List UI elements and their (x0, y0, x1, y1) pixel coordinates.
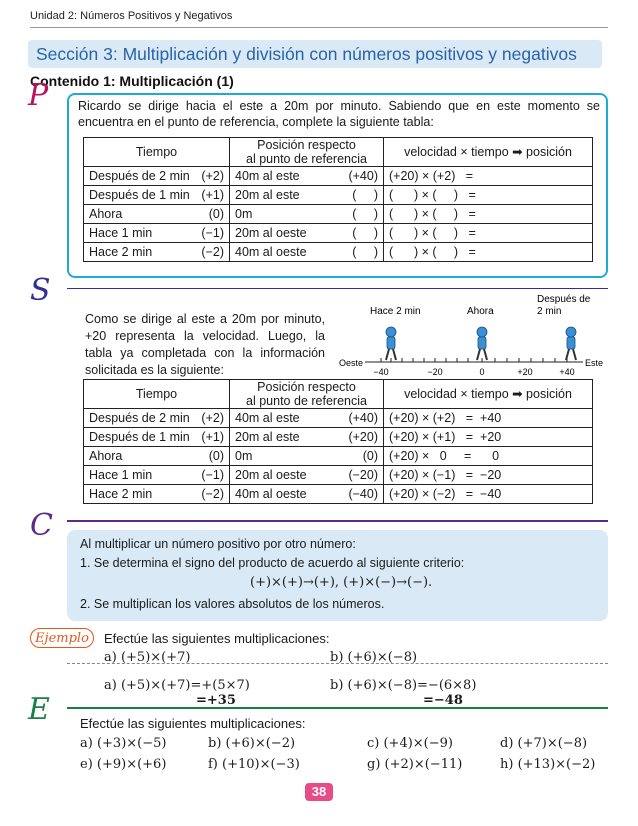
label-ahora: Ahora (467, 306, 494, 317)
exercise-item: g) (+2)×(−11) (367, 757, 463, 772)
example-b-result: =−48 (423, 693, 463, 708)
example-a-solution: a) (+5)×(+7)=+(5×7) (104, 678, 250, 693)
example-b-solution: b) (+6)×(−8)=−(6×8) (330, 678, 477, 693)
sign-rule: (+)×(+)→(+), (+)×(−)→(−). (250, 575, 433, 590)
table-row: Ahora (0) 0m ( ) ( ) × ( ) = (84, 205, 593, 224)
exercise-item: b) (+6)×(−2) (208, 736, 296, 751)
th-formula: velocidad × tiempo ➡ posición (384, 138, 593, 167)
exercise-item: a) (+3)×(−5) (80, 736, 167, 751)
conclusion-intro: Al multiplicar un número positivo por otro número: (80, 537, 356, 551)
section-letter-e: E (28, 692, 50, 727)
exercise-divider (67, 707, 608, 709)
exercise-item: f) (+10)×(−3) (208, 757, 300, 772)
table-row: Ahora (0) 0m (0) (+20) × 0 = 0 (84, 447, 593, 466)
tick-label: −20 (427, 367, 443, 377)
solution-text: Como se dirige al este a 20m por minuto, +20 representa la velocidad. Luego, la tabla ya completada con la información solicitada es la siguiente: (85, 312, 325, 377)
th-formula: velocidad × tiempo ➡ posición (384, 380, 593, 409)
number-line-figure (335, 292, 608, 378)
table-row: Hace 1 min (−1) 20m al oeste ( ) ( ) × ( ) = (84, 224, 593, 243)
label-despues-2-min-2: 2 min (537, 306, 562, 317)
tick-label: +20 (517, 367, 533, 377)
section-letter-c: C (30, 508, 53, 543)
th-posicion: Posición respecto al punto de referencia (230, 138, 384, 167)
tick-label: +40 (559, 367, 575, 377)
tick-label: −40 (373, 367, 389, 377)
example-divider (67, 663, 608, 664)
conclusion-divider (67, 520, 608, 522)
exercise-item: e) (+9)×(+6) (80, 757, 167, 772)
label-este: Este (585, 358, 604, 368)
solution-divider (67, 288, 608, 289)
example-instruction: Efectúe las siguientes multiplicaciones: (104, 631, 330, 646)
th-posicion: Posición respecto al punto de referencia (230, 380, 384, 409)
th-tiempo: Tiempo (84, 380, 230, 409)
table-row: Hace 2 min (−2) 40m al oeste ( ) ( ) × ( ) = (84, 243, 593, 262)
conclusion-step-1: 1. Se determina el signo del producto de acuerdo al siguiente criterio: (80, 556, 465, 570)
solution-table (83, 379, 593, 504)
walker-icon (566, 327, 576, 360)
section-letter-p: P (28, 78, 49, 113)
label-hace-2-min: Hace 2 min (370, 306, 421, 317)
exercise-item: h) (+13)×(−2) (500, 757, 596, 772)
exercise-instruction: Efectúe las siguientes multiplicaciones: (80, 716, 306, 731)
example-a: a) (+5)×(+7) (104, 650, 191, 665)
unit-header: Unidad 2: Números Positivos y Negativos (30, 10, 233, 22)
example-b: b) (+6)×(−8) (330, 650, 418, 665)
walker-icon (386, 327, 396, 360)
conclusion-step-2: 2. Se multiplican los valores absolutos de los números. (80, 597, 385, 611)
table-row: Hace 1 min (−1) 20m al oeste (−20) (+20) × (−1) = −20 (84, 466, 593, 485)
table-row: Hace 2 min (−2) 40m al oeste (−40) (+20) × (−2) = −40 (84, 485, 593, 504)
tick-label: 0 (479, 367, 485, 377)
th-tiempo: Tiempo (84, 138, 230, 167)
table-row: Después de 1 min (+1) 20m al este ( ) ( ) × ( ) = (84, 186, 593, 205)
problem-table (83, 137, 593, 262)
label-despues-2-min-1: Después de (537, 294, 591, 305)
header-divider (30, 27, 608, 28)
table-row: Después de 2 min (+2) 40m al este (+40) (+20) × (+2) = +40 (84, 409, 593, 428)
label-oeste: Oeste (339, 358, 364, 368)
example-a-result: =+35 (196, 693, 236, 708)
content-title: Contenido 1: Multiplicación (1) (30, 73, 234, 89)
section-title: Sección 3: Multiplicación y división con números positivos y negativos (28, 40, 602, 68)
exercise-item: c) (+4)×(−9) (367, 736, 453, 751)
table-row: Después de 1 min (+1) 20m al este (+20) (+20) × (+1) = +20 (84, 428, 593, 447)
example-badge: Ejemplo (30, 628, 94, 648)
axis-ticks (381, 358, 567, 362)
walker-icon (477, 327, 487, 360)
page-number: 38 (305, 783, 333, 801)
exercise-item: d) (+7)×(−8) (500, 736, 588, 751)
problem-text: Ricardo se dirige hacia el este a 20m por minuto. Sabiendo que en este momento se encuentra en el punto de referencia, complete la siguiente tabla: (78, 99, 600, 129)
section-letter-s: S (30, 273, 51, 308)
table-row: Después de 2 min (+2) 40m al este (+40) (+20) × (+2) = (84, 167, 593, 186)
